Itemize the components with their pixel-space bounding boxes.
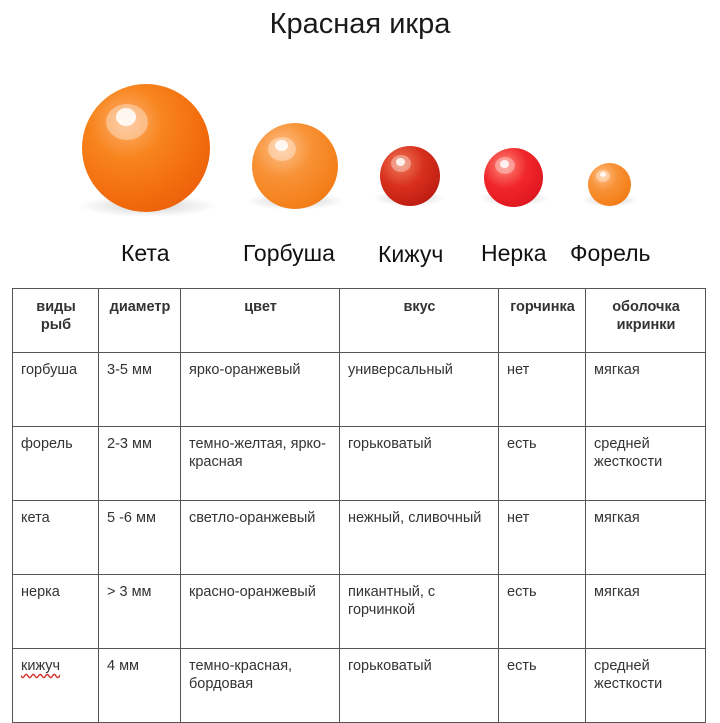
cell-shell: средней жесткости (586, 427, 706, 501)
header-shell: оболочка икринки (586, 289, 706, 353)
cell-color: светло-оранжевый (181, 501, 340, 575)
egg-label-gorbusha: Горбуша (243, 240, 335, 266)
cell-shell: средней жесткости (586, 649, 706, 723)
cell-taste: пикантный, с горчинкой (340, 575, 499, 649)
cell-species: кета (13, 501, 99, 575)
cell-color: темно-красная, бордовая (181, 649, 340, 723)
egg-gorbusha (252, 123, 338, 209)
cell-taste: нежный, сливочный (340, 501, 499, 575)
header-color: цвет (181, 289, 340, 353)
header-taste: вкус (340, 289, 499, 353)
table-row (13, 353, 706, 427)
cell-taste: горьковатый (340, 427, 499, 501)
cell-bitterness: есть (499, 575, 586, 649)
cell-color: ярко-оранжевый (181, 353, 340, 427)
egg-keta (82, 84, 210, 212)
species-misspelled-text: кижуч (21, 658, 61, 674)
cell-bitterness: есть (499, 649, 586, 723)
table-row (13, 649, 706, 723)
table-row (13, 575, 706, 649)
egg-label-keta: Кета (121, 240, 170, 266)
cell-bitterness: нет (499, 353, 586, 427)
cell-diameter: 4 мм (99, 649, 181, 723)
table-row (13, 427, 706, 501)
egg-forel (588, 163, 631, 206)
egg-nerka (484, 148, 543, 207)
cell-color: красно-оранжевый (181, 575, 340, 649)
cell-species: нерка (13, 575, 99, 649)
cell-diameter: 2-3 мм (99, 427, 181, 501)
table-row (13, 501, 706, 575)
cell-shell: мягкая (586, 501, 706, 575)
cell-shell: мягкая (586, 353, 706, 427)
cell-diameter: 3-5 мм (99, 353, 181, 427)
cell-taste: горьковатый (340, 649, 499, 723)
cell-color: темно-желтая, ярко-красная (181, 427, 340, 501)
page-title: Красная икра (269, 8, 451, 40)
caviar-table (12, 288, 706, 723)
cell-bitterness: есть (499, 427, 586, 501)
header-diameter: диаметр (99, 289, 181, 353)
cell-species (13, 649, 99, 723)
egg-kizhuch (380, 146, 440, 206)
header-bitterness: горчинка (499, 289, 586, 353)
table-header-row (13, 289, 706, 353)
egg-label-kizhuch: Кижуч (378, 241, 444, 267)
cell-taste: универсальный (340, 353, 499, 427)
egg-label-nerka: Нерка (481, 240, 547, 266)
cell-bitterness: нет (499, 501, 586, 575)
cell-species: горбуша (13, 353, 99, 427)
cell-shell: мягкая (586, 575, 706, 649)
cell-species: форель (13, 427, 99, 501)
cell-diameter: > 3 мм (99, 575, 181, 649)
cell-diameter: 5 -6 мм (99, 501, 181, 575)
egg-label-forel: Форель (570, 240, 651, 266)
header-species: виды рыб (13, 289, 99, 353)
